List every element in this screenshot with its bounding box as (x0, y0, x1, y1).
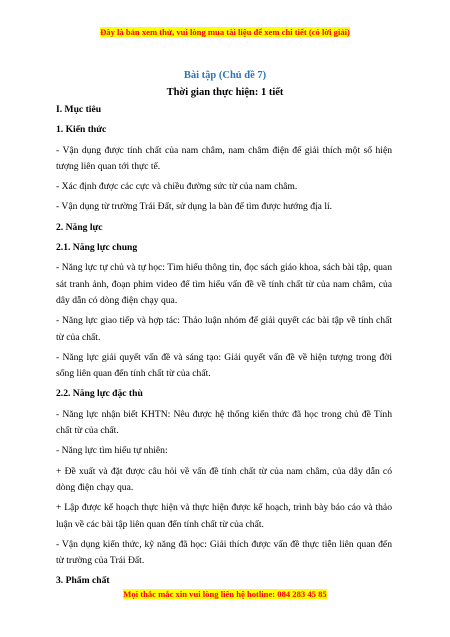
section-heading-competence: 2. Năng lực (56, 221, 103, 233)
specific-competence-item-4: + Lập được kế hoạch thực hiện và thực hiện được kế hoạch, trình bày báo cáo và thảo luận về các bài tập liên quan đến tính chất từ của chất. (56, 502, 392, 530)
section-heading-specific-competence: 2.2. Năng lực đặc thù (56, 388, 143, 400)
preview-banner (0, 27, 450, 38)
general-competence-item-1: - Năng lực tự chủ và tự học: Tìm hiểu thông tin, đọc sách giáo khoa, sách bài tập, quan sát tranh ảnh, đoạn phim video để tìm hiểu vấn đề về tính chất từ của nam châm, của dây dẫn có dòng điện chạy qua. (56, 262, 392, 306)
knowledge-item-3: - Vận dụng từ trường Trái Đất, sử dụng la bàn để tìm được hướng địa lí. (56, 201, 333, 213)
knowledge-item-2: - Xác định được các cực và chiều đường sức từ của nam châm. (56, 181, 298, 193)
specific-competence-item-5: - Vận dụng kiến thức, kỹ năng đã học: Giải thích được vấn đề thực tiễn liên quan đến từ trường của Trái Đất. (56, 538, 392, 567)
specific-competence-item-1: - Năng lực nhận biết KHTN: Nêu được hệ thống kiến thức đã học trong chủ đề Tính chất từ của chất. (56, 408, 392, 437)
section-heading-knowledge: 1. Kiến thức (56, 124, 107, 136)
section-heading-objectives: I. Mục tiêu (56, 104, 102, 115)
section-heading-general-competence: 2.1. Năng lực chung (56, 242, 138, 254)
document-body (56, 102, 392, 594)
general-competence-item-3: - Năng lực giải quyết vấn đề và sáng tạo: Giải quyết vấn đề về hiện tượng trong đời sống liên quan đến tính chất từ của chất. (56, 351, 392, 380)
general-competence-item-2: - Năng lực giao tiếp và hợp tác: Thảo luận nhóm để giải quyết các bài tập về tính chất từ của chất. (56, 315, 392, 343)
page-subtitle: Thời gian thực hiện: 1 tiết (166, 87, 284, 98)
knowledge-item-1: - Vận dụng được tính chất của nam châm, nam châm điện để giải thích một số hiện tượng liên quan tới thực tế. (56, 144, 392, 172)
preview-banner-text: Đây là bản xem thử, vui lòng mua tài liệu để xem chi tiết (có lời giải) (100, 27, 350, 37)
page-title: Bài tập (Chủ đề 7) (183, 70, 267, 81)
section-heading-qualities: 3. Phẩm chất (56, 575, 110, 587)
hotline-banner-text: Mọi thắc mắc xin vui lòng liên hệ hotline: 084 283 45 85 (123, 589, 327, 599)
hotline-banner (0, 589, 450, 600)
specific-competence-item-2: - Năng lực tìm hiểu tự nhiên: (56, 445, 168, 457)
specific-competence-item-3: + Đề xuất và đặt được câu hỏi về vấn đề tính chất từ của nam châm, của dây dẫn có dòng điện chạy qua. (56, 465, 392, 493)
